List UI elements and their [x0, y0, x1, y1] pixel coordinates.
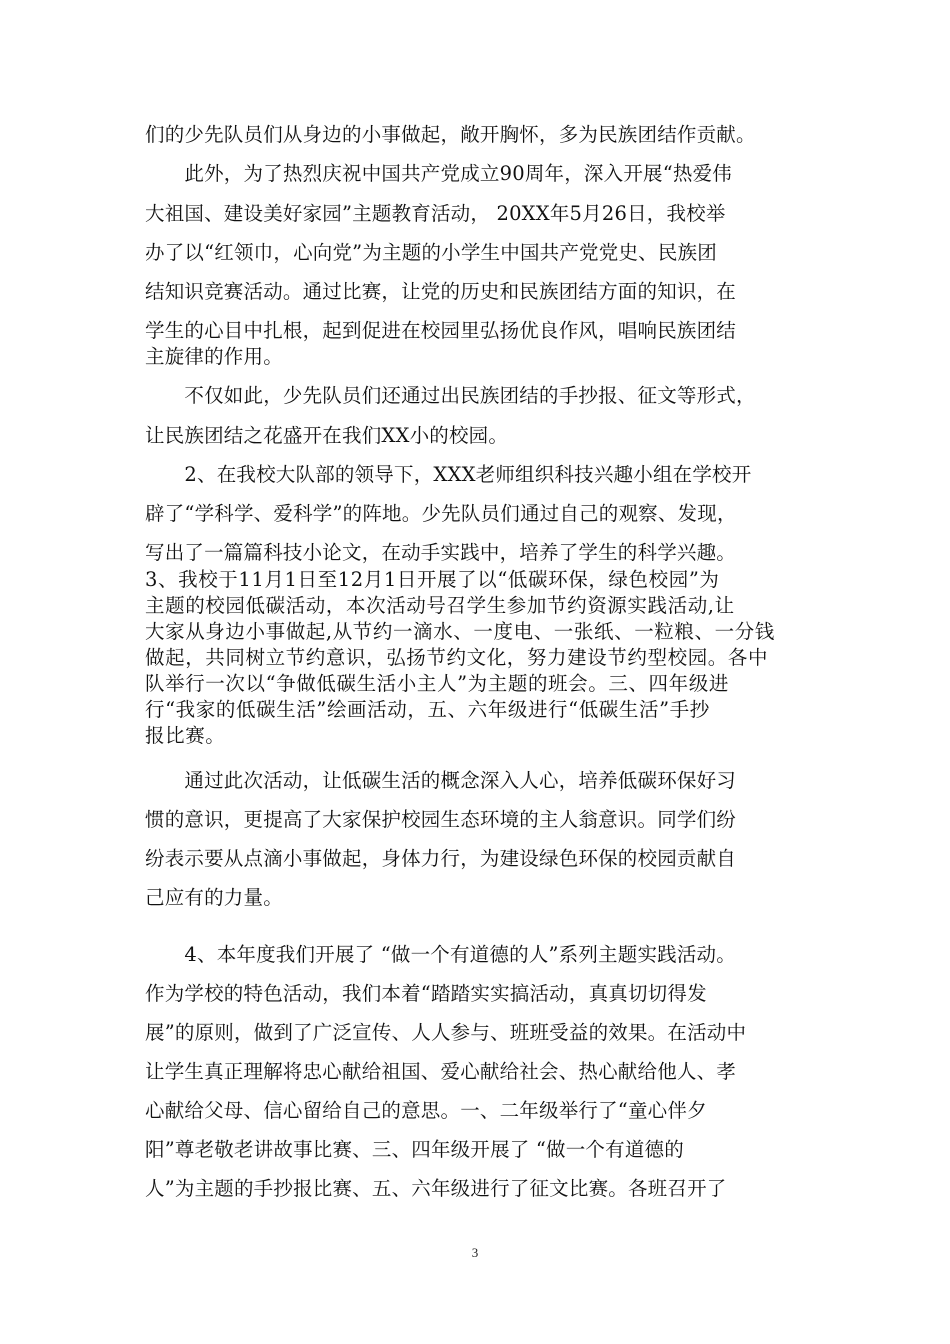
text-line: 作为学校的特色活动，我们本着“踏踏实实搞活动，真真切切得发 [145, 982, 707, 1005]
text-line: 让民族团结之花盛开在我们XX小的校园。 [145, 424, 509, 447]
text-line: 队举行一次以“争做低碳生活小主人”为主题的班会。三、四年级进 [145, 672, 729, 695]
text-line: 做起，共同树立节约意识，弘扬节约文化，努力建设节约型校园。各中 [145, 646, 769, 669]
text-line: 主题的校园低碳活动，本次活动号召学生参加节约资源实践活动,让 [145, 594, 735, 617]
text-line: 展”的原则，做到了广泛宣传、人人参与、班班受益的效果。在活动中 [145, 1021, 747, 1044]
text-line: 结知识竞赛活动。通过比赛，让党的历史和民族团结方面的知识，在 [145, 280, 737, 303]
page-number: 3 [471, 1245, 479, 1260]
text-line: 通过此次活动，让低碳生活的概念深入人心，培养低碳环保好习 [145, 769, 737, 792]
text-line: 报比赛。 [145, 724, 226, 747]
text-line: 学生的心目中扎根，起到促进在校园里弘扬优良作风，唱响民族团结 [145, 319, 737, 342]
text-line: 大家从身边小事做起,从节约一滴水、一度电、一张纸、一粒粮、一分钱 [145, 620, 775, 643]
text-line: 办了以“红领巾，心向党”为主题的小学生中国共产党党史、民族团 [145, 241, 717, 264]
text-line: 大祖国、建设美好家园”主题教育活动， 20XX年5月26日，我校举 [145, 202, 726, 225]
text-line: 写出了一篇篇科技小论文，在动手实践中，培养了学生的科学兴趣。 [145, 541, 737, 564]
text-line: 主旋律的作用。 [145, 345, 283, 368]
text-line: 心献给父母、信心留给自己的意思。一、二年级举行了“童心伴夕 [145, 1099, 707, 1122]
text-line: 行“我家的低碳生活”绘画活动，五、六年级进行“低碳生活”手抄 [145, 698, 710, 721]
text-line: 们的少先队员们从身边的小事做起，敞开胸怀，多为民族团结作贡献。 [145, 123, 756, 146]
text-line: 不仅如此，少先队员们还通过出民族团结的手抄报、征文等形式， [145, 384, 756, 407]
text-line: 纷表示要从点滴小事做起，身体力行，为建设绿色环保的校园贡献自 [145, 847, 737, 870]
text-line: 阳”尊老敬老讲故事比赛、三、四年级开展了 “做一个有道德的 [145, 1138, 684, 1161]
text-line: 此外，为了热烈庆祝中国共产党成立90周年，深入开展“热爱伟 [145, 162, 732, 185]
text-line: 让学生真正理解将忠心献给祖国、爱心献给社会、热心献给他人、孝 [145, 1060, 737, 1083]
text-line: 4、本年度我们开展了 “做一个有道德的人”系列主题实践活动。 [145, 943, 736, 966]
text-line: 辟了“学科学、爱科学”的阵地。少先队员们通过自己的观察、发现， [145, 502, 737, 525]
text-line: 2、在我校大队部的领导下，XXX老师组织科技兴趣小组在学校开 [145, 463, 752, 486]
text-line: 人”为主题的手抄报比赛、五、六年级进行了征文比赛。各班召开了 [145, 1177, 727, 1200]
text-line: 惯的意识，更提高了大家保护校园生态环境的主人翁意识。同学们纷 [145, 808, 737, 831]
text-line: 3、我校于11月1日至12月1日开展了以“低碳环保，绿色校园”为 [145, 568, 720, 591]
text-line: 己应有的力量。 [145, 886, 283, 909]
